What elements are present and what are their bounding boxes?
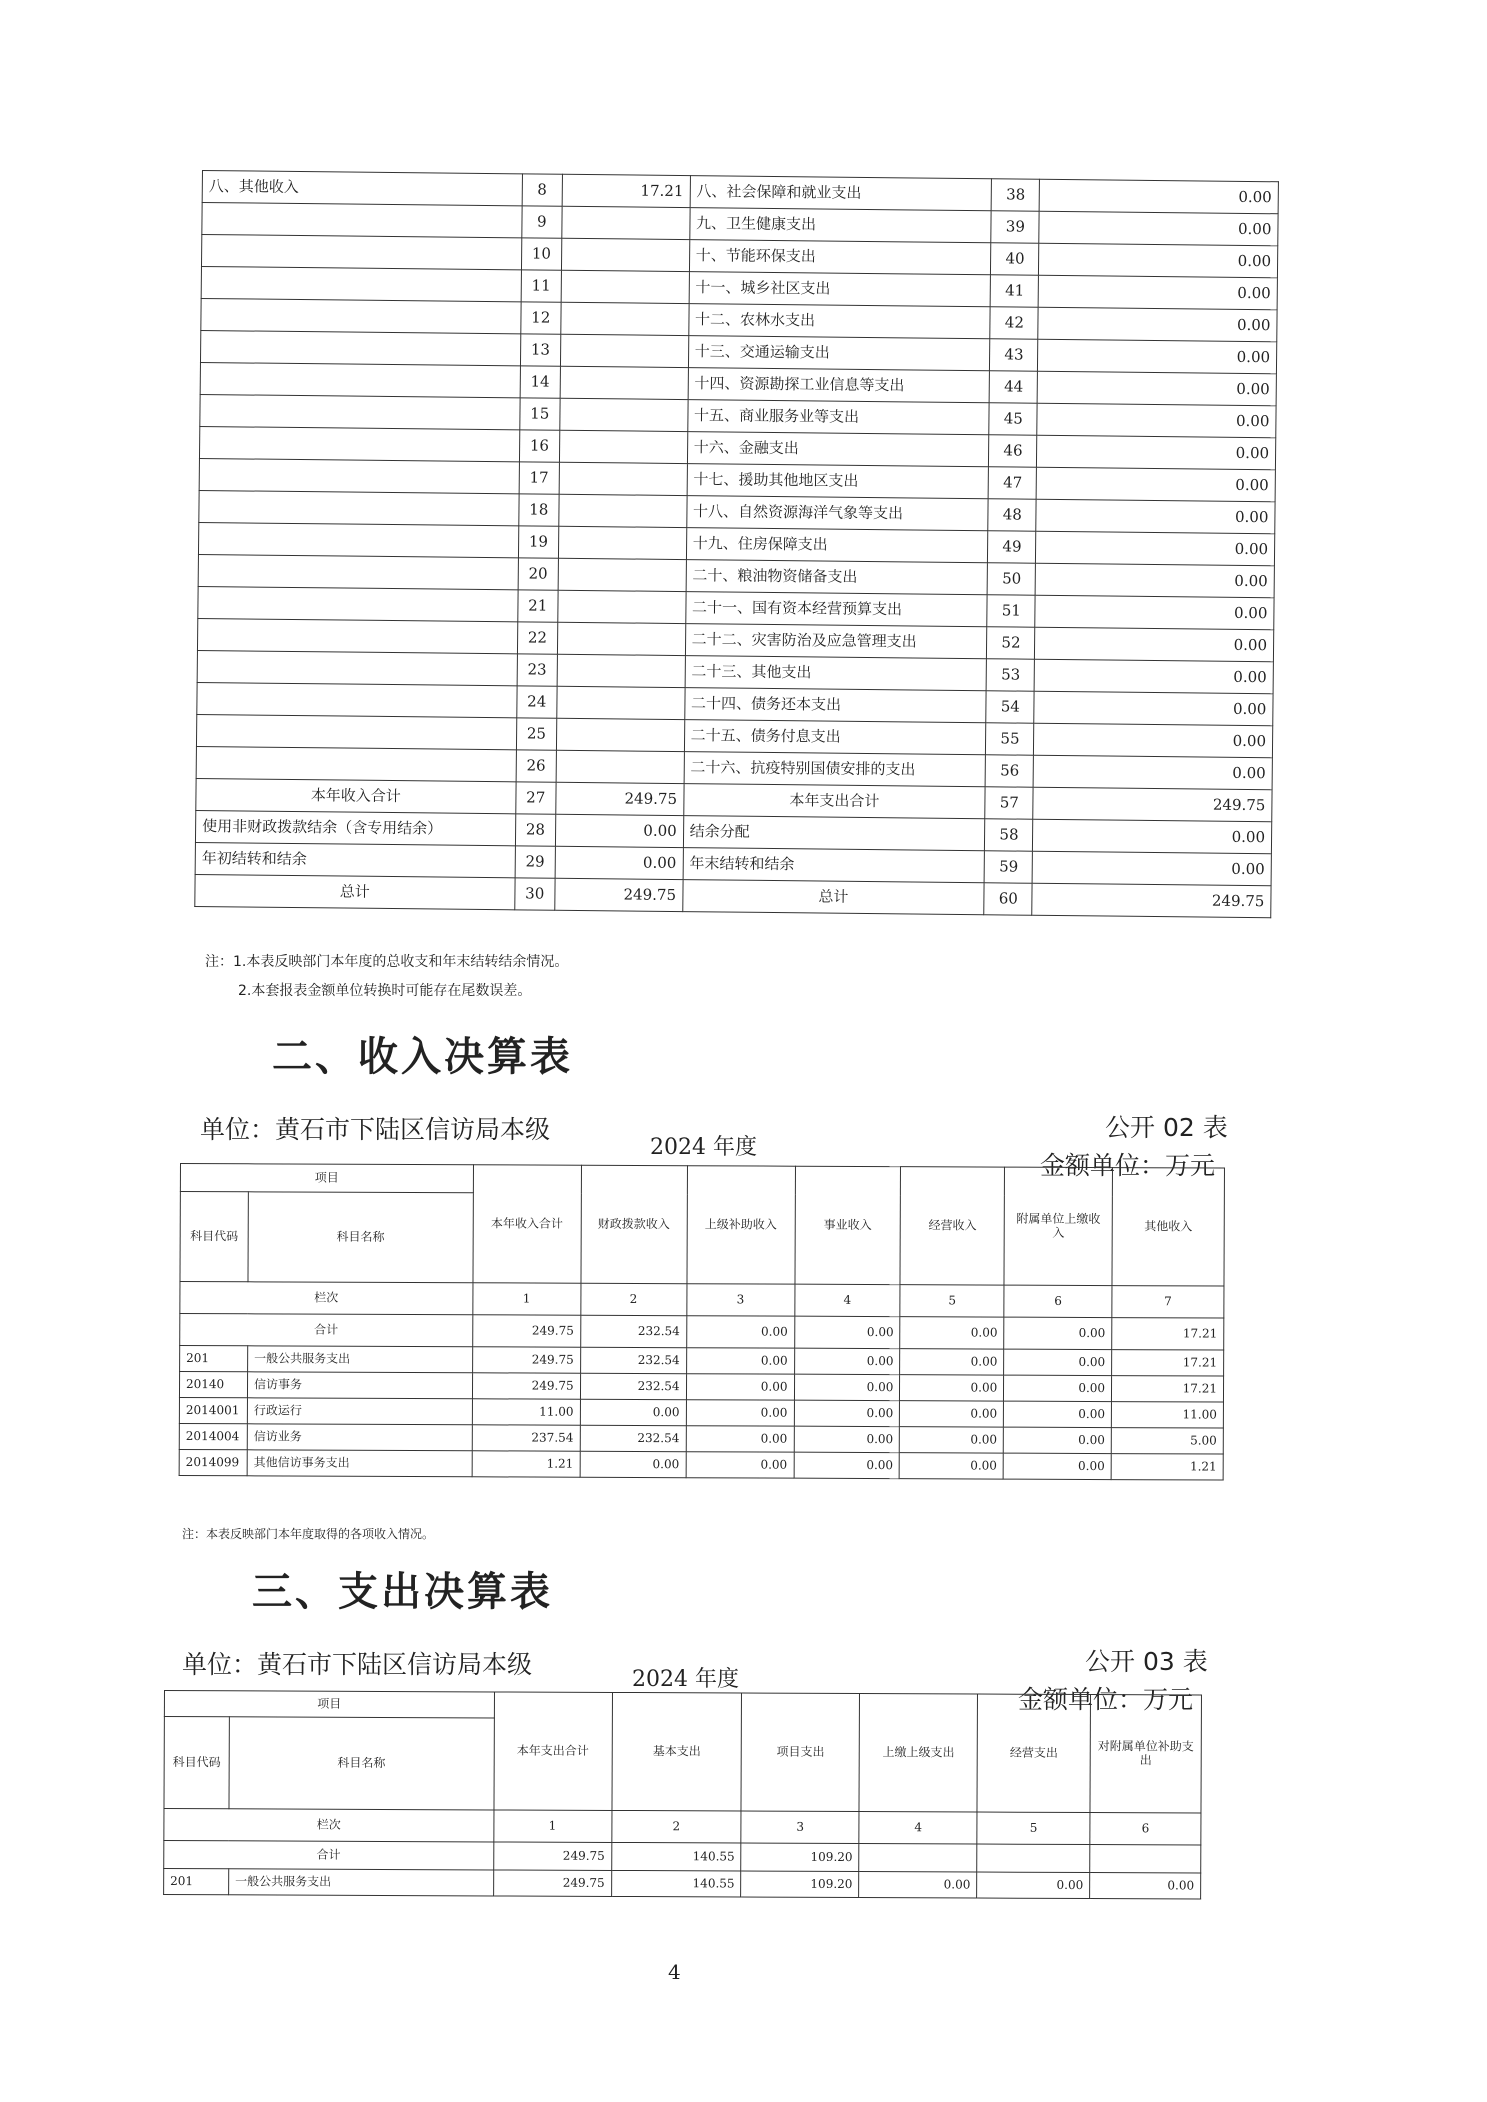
expense-line-number: 38 [992,179,1040,212]
income-item-label [197,650,517,685]
income-amount [559,462,687,495]
income-value-cell: 1.21 [1111,1454,1223,1480]
expense-item-label: 十八、自然资源海洋气象等支出 [686,496,988,531]
income-code-cell: 201 [180,1346,248,1372]
expense-line-number: 42 [990,307,1038,340]
expense-value-cell: 249.75 [493,1870,611,1897]
expense-line-number: 60 [984,883,1032,916]
income-item-label [199,426,519,461]
income-line-number: 14 [520,366,560,398]
expense-item-label: 十七、援助其他地区支出 [687,464,989,499]
expense-col-header: 基本支出 [612,1692,742,1811]
income-code-header: 科目代码 [180,1192,248,1282]
expense-line-number: 47 [989,467,1037,500]
expense-amount: 0.00 [1036,499,1275,533]
income-item-label [197,618,517,653]
income-seq-cell: 4 [794,1284,900,1316]
expense-item-label: 二十六、抗疫特别国债安排的支出 [684,752,986,787]
income-line-number: 16 [519,430,559,462]
expense-col-header: 上缴上级支出 [859,1694,977,1813]
expense-amount: 0.00 [1034,723,1273,757]
expense-amount: 0.00 [1038,339,1277,373]
income-code-cell: 2014099 [179,1449,247,1475]
income-amount [561,302,689,335]
income-amount [557,622,685,655]
income-value-cell: 237.54 [472,1425,580,1451]
expense-total-cell [977,1844,1090,1872]
income-line-number: 25 [516,718,556,750]
expense-form-number: 公开 03 表 [1085,1647,1208,1676]
income-code-cell: 2014001 [179,1398,247,1424]
income-year: 2024 年度 [650,1135,757,1160]
expense-line-number: 49 [988,531,1036,564]
expense-line-number: 57 [985,787,1033,820]
expense-item-label: 二十四、债务还本支出 [684,688,986,723]
income-line-number: 10 [521,238,561,270]
expense-item-label: 十、节能环保支出 [689,240,991,275]
expense-line-number: 52 [987,627,1035,660]
expense-amount: 0.00 [1034,691,1273,725]
income-total-cell: 0.00 [794,1316,900,1348]
income-seq-cell: 6 [1004,1285,1112,1317]
income-value-cell: 0.00 [1004,1401,1112,1427]
income-item-label [202,203,522,238]
expense-line-number: 48 [988,499,1036,532]
income-value-cell: 249.75 [472,1373,580,1399]
expense-line-number: 44 [990,371,1038,404]
income-item-label [198,586,518,621]
expense-item-label: 二十五、债务付息支出 [684,720,986,755]
income-item-label: 总计 [195,874,515,909]
income-total-cell: 17.21 [1112,1318,1224,1350]
income-line-number: 15 [520,398,560,430]
income-value-cell: 232.54 [580,1425,686,1451]
income-value-cell: 0.00 [686,1452,794,1478]
expense-amount: 0.00 [1039,275,1278,309]
expense-item-label: 九、卫生健康支出 [689,208,991,243]
expense-amount: 0.00 [1039,211,1278,245]
income-amount [559,494,687,527]
income-col-header: 经营收入 [900,1167,1004,1285]
expense-seq-header: 栏次 [164,1809,494,1842]
expense-line-number: 53 [987,659,1035,692]
expense-item-label: 结余分配 [683,816,985,851]
income-amount: 249.75 [556,782,684,815]
income-amount [556,750,684,783]
income-item-label [201,266,521,301]
income-item-label: 使用非财政拨款结余（含专用结余） [195,810,515,845]
income-value-cell: 0.00 [900,1427,1004,1453]
income-total-cell: 0.00 [1004,1317,1112,1349]
expense-line-number: 41 [991,275,1039,308]
income-amount [557,654,685,687]
income-value-cell: 0.00 [794,1426,900,1452]
expense-value-cell: 109.20 [741,1871,859,1898]
income-seq-cell: 5 [900,1285,1004,1317]
income-value-cell: 11.00 [1111,1402,1223,1428]
expense-item-label: 二十、粮油物资储备支出 [686,560,988,595]
income-item-label [201,298,521,333]
income-value-cell: 249.75 [472,1347,580,1373]
expense-unit-label: 单位：黄石市下陆区信访局本级 [182,1650,533,1679]
income-code-cell: 2014004 [179,1423,247,1449]
income-item-label [200,394,520,429]
expense-amount: 0.00 [1037,403,1276,437]
income-line-number: 8 [522,174,562,206]
income-line-number: 22 [517,622,557,654]
income-total-cell: 0.00 [686,1316,794,1348]
income-value-cell: 0.00 [1003,1427,1111,1453]
expense-project-header: 项目 [164,1691,494,1718]
income-amount [557,686,685,719]
income-line-number: 28 [515,814,555,846]
expense-value-cell: 0.00 [977,1872,1090,1898]
income-total-cell: 232.54 [580,1315,686,1347]
income-item-label [196,746,516,781]
income-line-number: 17 [519,462,559,494]
income-amount [558,558,686,591]
income-name-cell: 信访事务 [247,1372,472,1399]
expense-item-label: 十四、资源勘探工业信息等支出 [688,368,990,403]
income-amount [560,398,688,431]
income-col-header: 事业收入 [794,1166,900,1284]
income-item-label: 年初结转和结余 [195,842,515,877]
expense-seq-cell: 4 [859,1812,977,1845]
expense-total-cell: 140.55 [611,1842,741,1871]
income-amount [561,238,689,271]
income-value-cell: 1.21 [472,1451,580,1477]
expense-name-header: 科目名称 [229,1717,494,1810]
income-value-cell: 232.54 [580,1373,686,1399]
expense-amount: 0.00 [1035,563,1274,597]
income-item-label: 八、其他收入 [202,171,522,206]
expense-line-number: 39 [991,211,1039,244]
expense-line-number: 43 [990,339,1038,372]
expense-seq-cell: 1 [493,1810,611,1843]
expense-table-row [164,1869,1201,1900]
income-col-header: 财政拨款收入 [581,1165,687,1283]
expense-table [163,1690,1202,1900]
income-project-header: 项目 [180,1164,473,1193]
income-amount: 17.21 [562,174,690,207]
income-value-cell: 0.00 [794,1400,900,1426]
income-value-cell: 0.00 [686,1374,794,1400]
expense-amount: 0.00 [1040,179,1279,213]
expense-amount: 0.00 [1037,435,1276,469]
income-table-row [179,1449,1223,1480]
expense-value-cell: 0.00 [1090,1873,1201,1899]
expense-amount: 249.75 [1032,883,1271,917]
expense-seq-cell: 2 [611,1810,741,1843]
expense-line-number: 40 [991,243,1039,276]
expense-line-number: 59 [985,851,1033,884]
income-value-cell: 0.00 [900,1349,1004,1375]
income-value-cell: 0.00 [1003,1453,1111,1479]
income-line-number: 9 [522,206,562,238]
expense-amount: 0.00 [1034,659,1273,693]
income-line-number: 18 [519,494,559,526]
income-line-number: 21 [518,590,558,622]
expense-item-label: 十九、住房保障支出 [686,528,988,563]
income-amount [560,366,688,399]
income-amount [558,590,686,623]
expense-item-label: 十一、城乡社区支出 [689,272,991,307]
expense-item-label: 十六、金融支出 [687,432,989,467]
expense-total-cell [859,1844,977,1873]
income-line-number: 26 [516,750,556,782]
expense-amount: 0.00 [1039,243,1278,277]
expense-item-label: 十五、商业服务业等支出 [687,400,989,435]
expense-item-label: 十三、交通运输支出 [688,336,990,371]
expense-col-header: 经营支出 [977,1694,1090,1812]
expense-seq-cell: 6 [1090,1813,1201,1845]
income-name-cell: 一般公共服务支出 [248,1346,473,1373]
expense-item-label: 八、社会保障和就业支出 [690,176,992,211]
income-amount [561,270,689,303]
income-amount [560,334,688,367]
expense-value-cell: 140.55 [611,1870,741,1897]
expense-value-cell: 0.00 [859,1872,977,1899]
expense-item-label: 年末结转和结余 [683,848,985,883]
income-name-cell: 行政运行 [247,1398,472,1425]
expense-amount: 0.00 [1036,531,1275,565]
income-amount: 0.00 [555,846,683,879]
income-table [179,1163,1225,1481]
expense-seq-cell: 3 [741,1811,859,1844]
income-unit-label: 单位：黄石市下陆区信访局本级 [200,1115,551,1144]
income-amount [562,206,690,239]
income-item-label [198,554,518,589]
expense-year: 2024 年度 [632,1667,739,1692]
expense-col-header: 项目支出 [741,1693,859,1812]
income-value-cell: 0.00 [1004,1349,1112,1375]
expense-code-cell: 201 [164,1869,229,1895]
summary-note-1: 注：1.本表反映部门本年度的总收支和年末结转结余情况。 [205,954,569,970]
income-line-number: 24 [517,686,557,718]
income-item-label [196,714,516,749]
expense-line-number: 58 [985,819,1033,852]
expense-item-label: 二十二、灾害防治及应急管理支出 [685,624,987,659]
expense-total-cell: 249.75 [493,1842,611,1871]
income-item-label [199,490,519,525]
income-seq-cell: 7 [1112,1286,1224,1318]
income-amount [559,430,687,463]
income-amount: 249.75 [555,878,683,911]
income-value-cell: 0.00 [900,1453,1004,1479]
income-item-label [199,458,519,493]
expense-code-header: 科目代码 [164,1717,229,1809]
expense-line-number: 51 [987,595,1035,628]
income-item-label [197,682,517,717]
income-code-cell: 20140 [179,1372,247,1398]
income-total-header: 合计 [180,1314,473,1347]
income-line-number: 27 [516,782,556,814]
income-item-label [201,235,521,270]
income-line-number: 23 [517,654,557,686]
expense-amount: 0.00 [1037,467,1276,501]
expense-col-header: 对附属单位补助支出 [1090,1695,1201,1813]
expense-item-label: 本年支出合计 [683,784,985,819]
income-value-cell: 0.00 [1004,1375,1112,1401]
income-value-cell: 232.54 [580,1347,686,1373]
income-value-cell: 0.00 [580,1451,686,1477]
expense-amount: 0.00 [1033,755,1272,789]
income-value-cell: 0.00 [794,1374,900,1400]
income-seq-cell: 1 [473,1283,581,1315]
income-money-unit: 金额单位：万元 [1040,1151,1216,1180]
expense-col-header: 本年支出合计 [494,1692,612,1811]
income-col-header: 上级补助收入 [687,1166,795,1284]
expense-amount: 0.00 [1038,371,1277,405]
income-line-number: 30 [515,878,555,910]
income-value-cell: 0.00 [900,1401,1004,1427]
income-line-number: 12 [521,302,561,334]
income-value-cell: 0.00 [900,1375,1004,1401]
income-line-number: 11 [521,270,561,302]
income-name-header: 科目名称 [248,1192,473,1283]
income-value-cell: 0.00 [686,1400,794,1426]
income-value-cell: 11.00 [472,1399,580,1425]
income-total-cell: 0.00 [900,1317,1004,1349]
income-value-cell: 0.00 [580,1399,686,1425]
income-value-cell: 0.00 [794,1348,900,1374]
expense-amount: 0.00 [1035,595,1274,629]
income-value-cell: 17.21 [1112,1350,1224,1376]
expense-line-number: 50 [988,563,1036,596]
expense-amount: 0.00 [1038,307,1277,341]
expense-amount: 249.75 [1033,787,1272,821]
expense-money-unit: 金额单位：万元 [1018,1685,1194,1714]
income-note: 注：本表反映部门本年度取得的各项收入情况。 [182,1527,435,1541]
income-col-header: 本年收入合计 [473,1165,581,1283]
page-number: 4 [668,1960,681,1984]
expense-item-label: 总计 [682,880,984,915]
income-seq-cell: 2 [580,1283,686,1315]
income-line-number: 19 [518,526,558,558]
expense-line-number: 45 [989,403,1037,436]
income-col-header: 其他收入 [1112,1168,1224,1286]
income-total-cell: 249.75 [472,1315,580,1347]
income-item-label [200,362,520,397]
expense-seq-cell: 5 [977,1812,1090,1844]
income-item-label: 本年收入合计 [196,778,516,813]
expense-amount: 0.00 [1033,819,1272,853]
expense-line-number: 54 [986,691,1034,724]
expense-amount: 0.00 [1032,851,1271,885]
income-amount [558,526,686,559]
income-value-cell: 0.00 [686,1348,794,1374]
income-seq-cell: 3 [686,1284,794,1316]
expense-line-number: 56 [986,755,1034,788]
expense-heading: 三、支出决算表 [252,1569,553,1615]
income-line-number: 13 [520,334,560,366]
summary-table [194,170,1279,918]
expense-total-header: 合计 [164,1841,494,1870]
expense-total-cell: 109.20 [741,1843,859,1872]
income-value-cell: 17.21 [1112,1376,1224,1402]
income-heading: 二、收入决算表 [272,1034,573,1080]
expense-item-label: 二十三、其他支出 [685,656,987,691]
income-name-cell: 信访业务 [247,1424,472,1451]
expense-line-number: 46 [989,435,1037,468]
income-line-number: 29 [515,846,555,878]
income-item-label [198,522,518,557]
income-value-cell: 0.00 [794,1452,900,1478]
summary-note-2: 2.本套报表金额单位转换时可能存在尾数误差。 [238,983,532,999]
expense-item-label: 二十一、国有资本经营预算支出 [685,592,987,627]
income-item-label [200,330,520,365]
expense-amount: 0.00 [1035,627,1274,661]
income-line-number: 20 [518,558,558,590]
income-value-cell: 5.00 [1111,1428,1223,1454]
expense-total-cell [1090,1845,1201,1873]
expense-item-label: 十二、农林水支出 [688,304,990,339]
income-col-header: 附属单位上缴收入 [1004,1167,1112,1285]
income-amount: 0.00 [555,814,683,847]
income-form-number: 公开 02 表 [1105,1113,1228,1142]
income-seq-header: 栏次 [180,1282,473,1315]
expense-line-number: 55 [986,723,1034,756]
expense-name-cell: 一般公共服务支出 [229,1869,494,1896]
income-amount [556,718,684,751]
income-name-cell: 其他信访事务支出 [247,1450,472,1477]
income-value-cell: 0.00 [686,1426,794,1452]
